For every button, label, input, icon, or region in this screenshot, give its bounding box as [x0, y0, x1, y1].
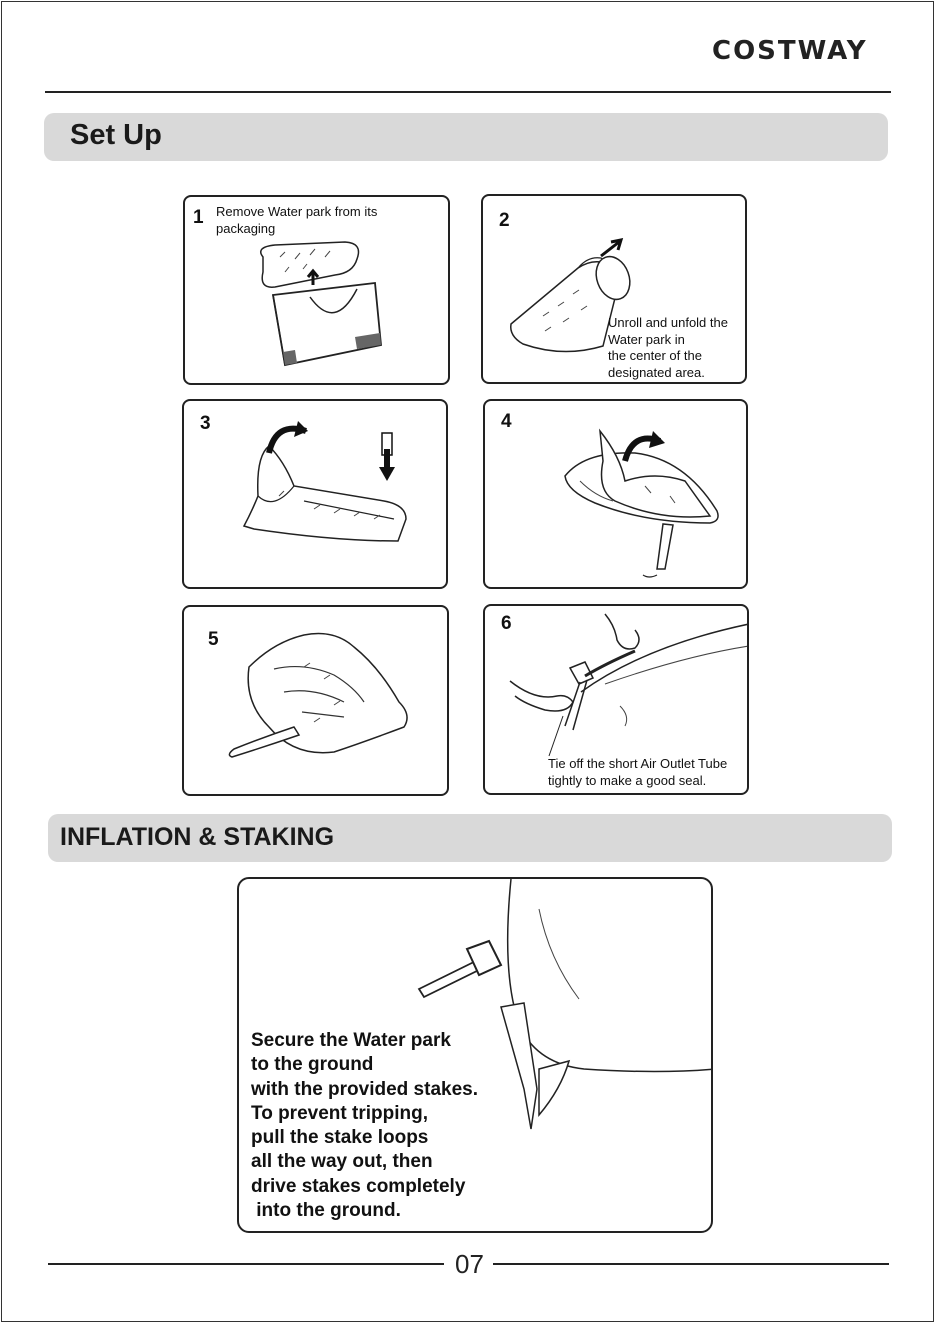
brand-logo: COSTWAY [712, 36, 868, 66]
staking-line: To prevent tripping, [251, 1102, 428, 1124]
unfold-illustration [184, 401, 448, 589]
step-6-caption-line: tightly to make a good seal. [548, 773, 707, 788]
page-number: 07 [455, 1249, 484, 1279]
step-1-panel [183, 195, 450, 385]
staking-line: drive stakes completely [251, 1175, 466, 1197]
step-1-number: 1 [193, 207, 204, 228]
step-1-caption-line: packaging [216, 221, 276, 236]
setup-section-bar [44, 113, 888, 161]
unfold-side-illustration [485, 401, 748, 589]
step-5-panel [182, 605, 449, 796]
step-2-caption-line: Unroll and unfold the [608, 315, 728, 330]
step-2-caption [608, 315, 728, 382]
staking-instructions [251, 1029, 478, 1223]
header-rule [45, 91, 891, 93]
staking-panel [237, 877, 713, 1233]
step-1-caption-line: Remove Water park from its [216, 204, 378, 219]
staking-line: into the ground. [251, 1200, 401, 1222]
staking-line: all the way out, then [251, 1151, 433, 1173]
step-2-number: 2 [499, 210, 510, 231]
inflation-section-title: INFLATION & STAKING [60, 823, 335, 851]
step-6-caption [548, 755, 727, 789]
step-4-number: 4 [501, 411, 512, 432]
step-6-caption-line: Tie off the short Air Outlet Tube [548, 756, 728, 771]
staking-line: pull the stake loops [251, 1127, 429, 1149]
footer-rule-left [48, 1263, 444, 1265]
step-2-panel [481, 194, 747, 384]
step-5-number: 5 [208, 629, 219, 650]
step-3-number: 3 [200, 413, 211, 434]
spread-illustration [184, 607, 449, 796]
step-2-caption-line: Water park in [608, 331, 685, 347]
step-4-panel [483, 399, 748, 589]
step-2-caption-line: designated area. [608, 365, 705, 381]
step-6-panel [483, 604, 749, 795]
staking-line: to the ground [251, 1054, 374, 1076]
step-3-panel [182, 399, 448, 589]
staking-line: Secure the Water park [251, 1030, 451, 1051]
setup-section-title: Set Up [70, 119, 162, 151]
step-2-caption-line: the center of the [608, 348, 702, 364]
footer-rule-right [493, 1263, 889, 1265]
staking-line: with the provided stakes. [251, 1078, 478, 1100]
unpack-illustration [185, 197, 450, 385]
step-6-number: 6 [501, 613, 512, 634]
